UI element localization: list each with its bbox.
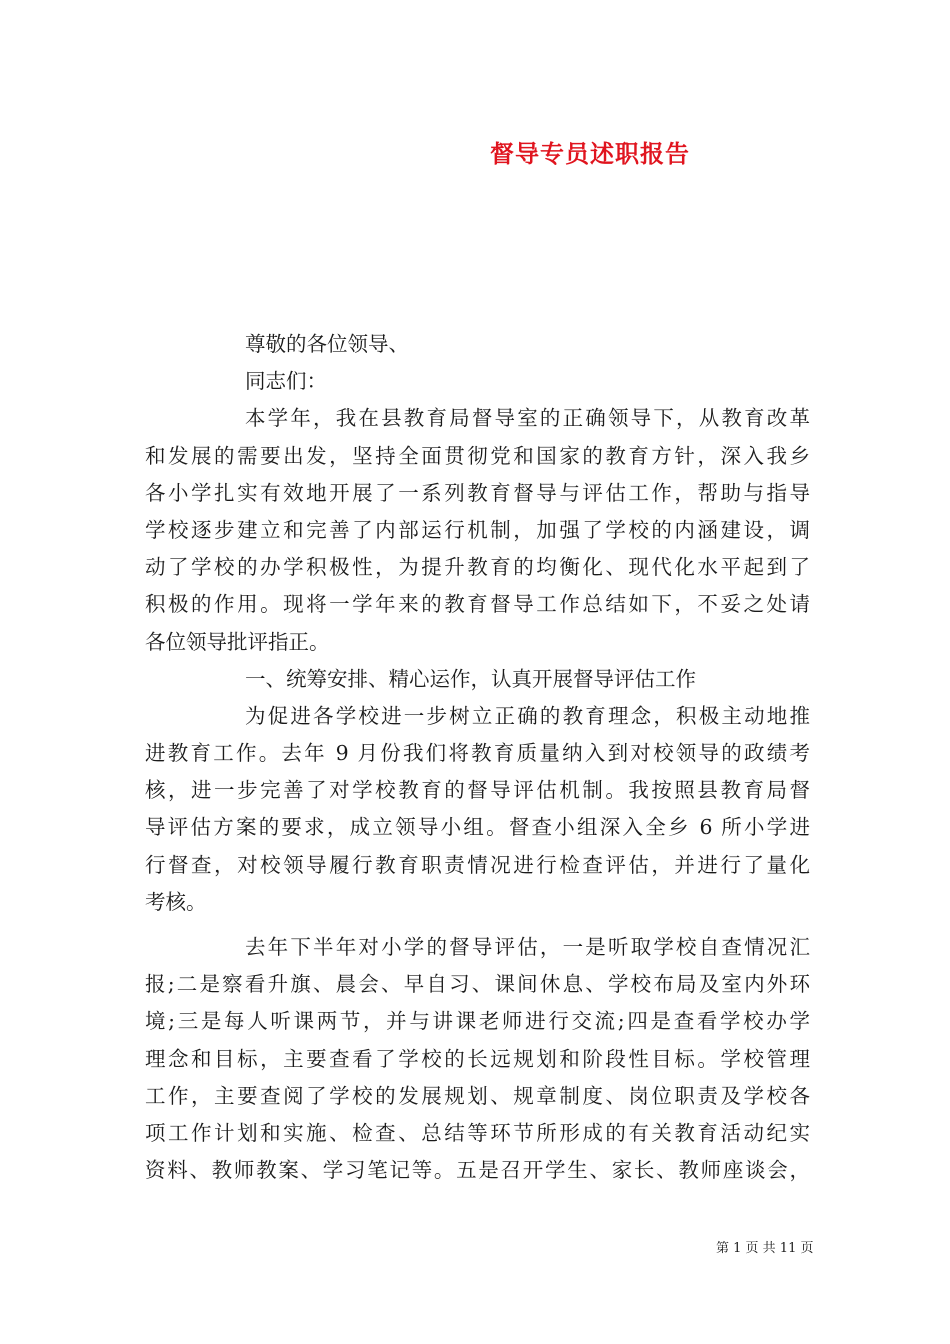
paragraph-line: 学校逐步建立和完善了内部运行机制，加强了学校的内涵建设，调: [145, 517, 810, 542]
paragraph-line: 动了学校的办学积极性，为提升教育的均衡化、现代化水平起到了: [145, 555, 810, 580]
paragraph-line: 进教育工作。去年 9 月份我们将教育质量纳入到对校领导的政绩考: [145, 741, 810, 766]
paragraph-line: 各位领导批评指正。: [145, 629, 330, 654]
paragraph-line: 理念和目标，主要查看了学校的长远规划和阶段性目标。学校管理: [145, 1046, 810, 1071]
document-body: [145, 326, 810, 1189]
section-heading-1: 一、统筹安排、精心运作，认真开展督导评估工作: [245, 666, 696, 691]
paragraph-line: 境;三是每人听课两节，并与讲课老师进行交流;四是查看学校办学: [145, 1009, 810, 1034]
page-number-footer: 第 1 页 共 11 页: [716, 1241, 814, 1256]
paragraph-line: 各小学扎实有效地开展了一系列教育督导与评估工作，帮助与指导: [145, 480, 810, 505]
paragraph-line: 本学年，我在县教育局督导室的正确领导下，从教育改革: [245, 406, 810, 431]
paragraph-2: [145, 698, 810, 921]
paragraph-3: [145, 929, 810, 1189]
paragraph-line: 项工作计划和实施、检查、总结等环节所形成的有关教育活动纪实: [145, 1120, 810, 1145]
paragraph-line: 考核。: [145, 889, 207, 914]
paragraph-line: 核，进一步完善了对学校教育的督导评估机制。我按照县教育局督: [145, 778, 810, 803]
paragraph-line: 资料、教师教案、学习笔记等。五是召开学生、家长、教师座谈会，: [145, 1158, 810, 1183]
paragraph-line: 为促进各学校进一步树立正确的教育理念，积极主动地推: [245, 703, 810, 728]
paragraph-line: 去年下半年对小学的督导评估，一是听取学校自查情况汇: [245, 935, 810, 959]
paragraph-line: 和发展的需要出发，坚持全面贯彻党和国家的教育方针，深入我乡: [145, 443, 810, 468]
paragraph-line: 工作，主要查阅了学校的发展规划、规章制度、岗位职责及学校各: [145, 1083, 810, 1108]
document-title: 督导专员述职报告: [490, 139, 690, 168]
paragraph-1: [145, 400, 810, 660]
salutation-line-2: 同志们：: [245, 369, 327, 394]
paragraph-line: 积极的作用。现将一学年来的教育督导工作总结如下，不妥之处请: [145, 592, 810, 617]
paragraph-line: 报;二是察看升旗、晨会、早自习、课间休息、学校布局及室内外环: [145, 972, 810, 997]
salutation-line-1: 尊敬的各位领导、: [245, 332, 409, 356]
paragraph-line: 行督查，对校领导履行教育职责情况进行检查评估，并进行了量化: [145, 852, 810, 877]
paragraph-line: 导评估方案的要求，成立领导小组。督查小组深入全乡 6 所小学进: [145, 815, 810, 840]
